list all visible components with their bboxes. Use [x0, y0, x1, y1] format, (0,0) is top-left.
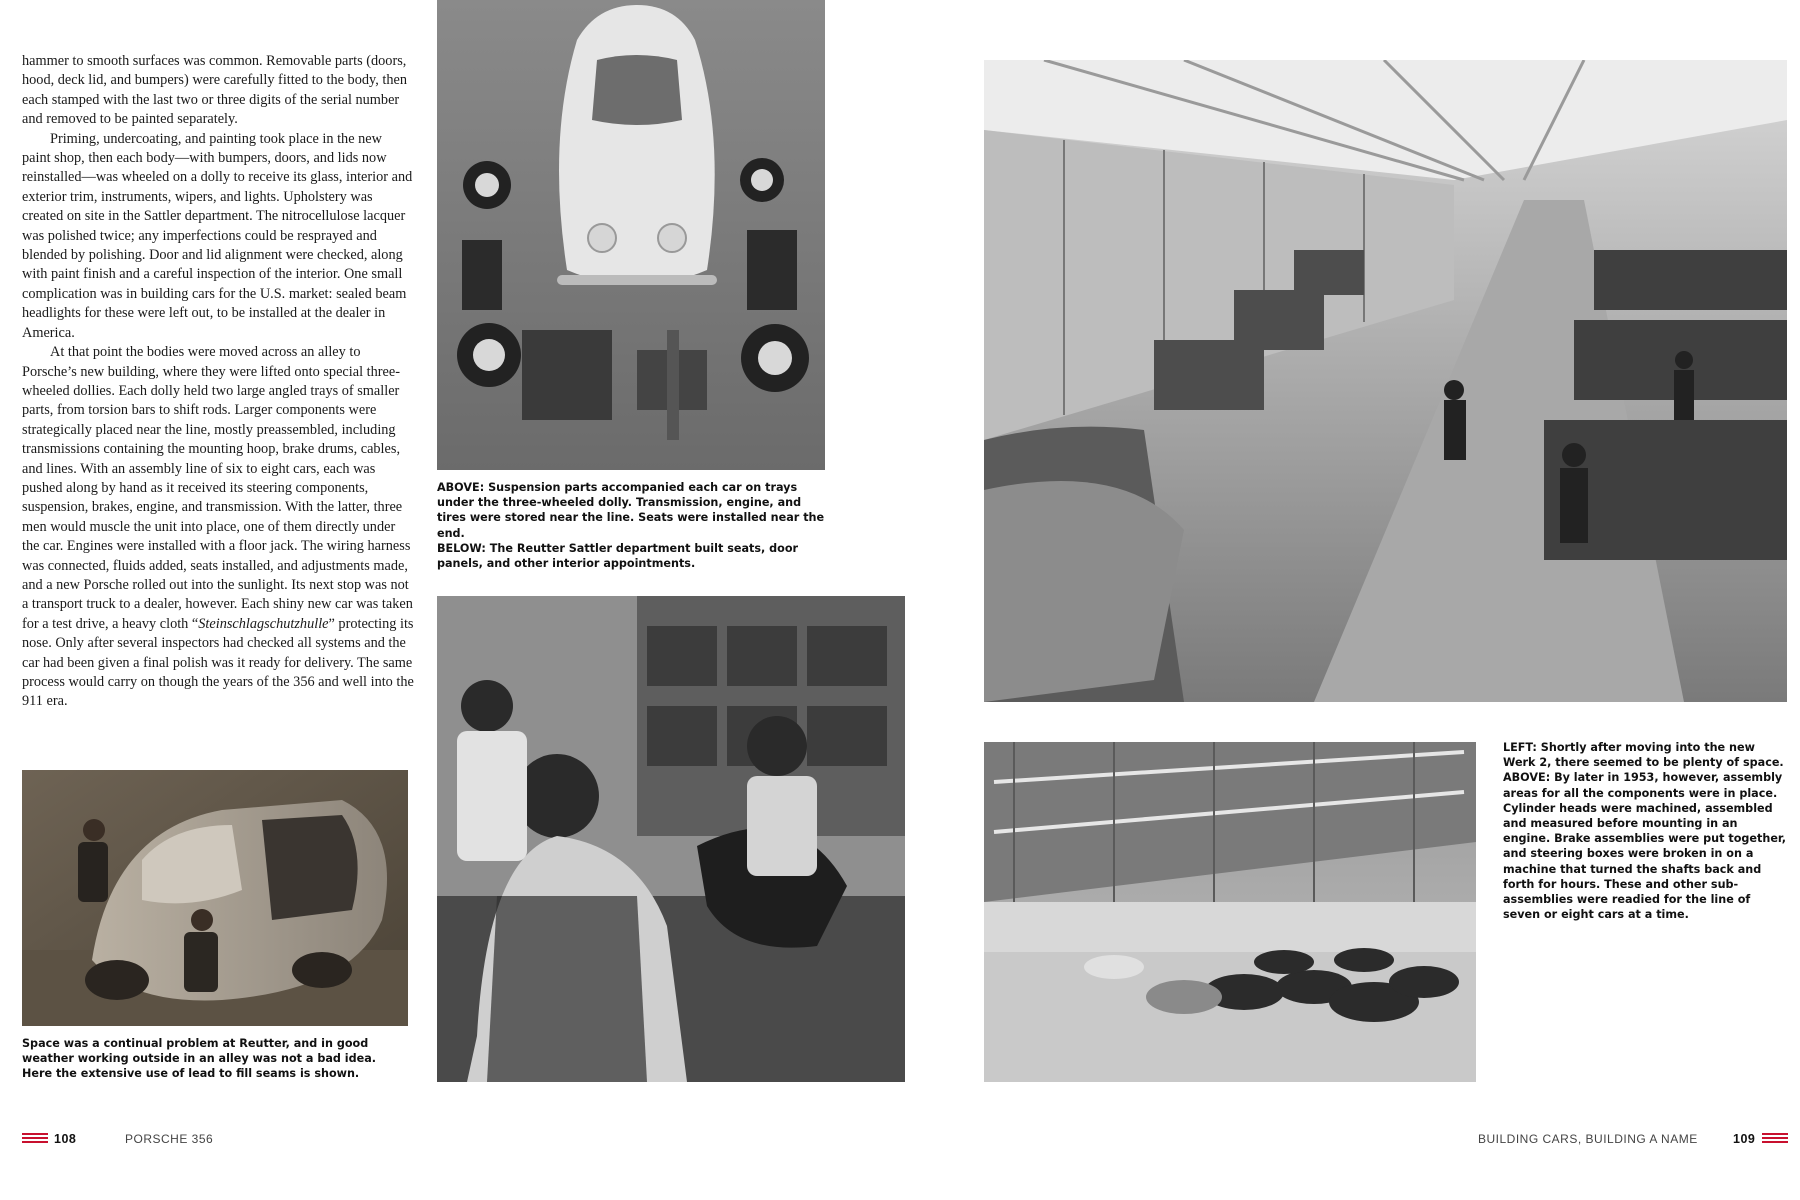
stripe-mark-icon-right [1762, 1133, 1788, 1145]
paragraph-3-end: ” protecting its nose. Only after several inspectors had checked all systems and the car had been given a final polish was it ready for delivery. The same process would carry on though the years of the 356 and well into the 911 era. [22, 615, 414, 710]
caption-right-above [1503, 770, 1788, 922]
photo-werk2-hall [984, 742, 1476, 1082]
photo-sattler-department [437, 596, 905, 1082]
footer-title-right: BUILDING CARS, BUILDING A NAME [1478, 1132, 1698, 1146]
caption-above-text: Suspension parts accompanied each car on trays under the three-wheeled dolly. Transmission, engine, and tires were stored near the line. Seats were installed near the end. [437, 481, 825, 540]
caption-left-text: Shortly after moving into the new Werk 2, there seemed to be plenty of space. [1503, 741, 1784, 770]
page-number-right: 109 [1733, 1132, 1756, 1146]
label-left: LEFT: [1503, 741, 1537, 754]
photo-assembly-hall [984, 60, 1787, 702]
caption-right [1503, 740, 1788, 922]
body-text [22, 52, 414, 712]
paragraph-1: hammer to smooth surfaces was common. Removable parts (doors, hood, deck lid, and bumpers) were carefully fitted to the body, then each stamped with the last two or three digits of the serial number and removed to be painted separately. [22, 53, 407, 128]
photo-car-parts-layout [437, 0, 825, 470]
caption-alley-text: Space was a continual problem at Reutter, and in good weather working outside in an alley was not a bad idea. Here the extensive use of lead to fill seams is shown. [22, 1037, 377, 1081]
italic-term: Steinschlagschutzhulle [198, 615, 329, 632]
photo-alley-workers [22, 770, 408, 1026]
footer-title-left: PORSCHE 356 [125, 1132, 214, 1146]
caption-middle-above [437, 480, 827, 541]
stripe-mark-icon [22, 1133, 48, 1145]
paragraph-3-text: At that point the bodies were moved across an alley to Porsche’s new building, where they were lifted onto special three-wheeled dollies. Each dolly held two large angled trays of smaller parts, from torsion bars to shift rods. Larger components were strategically placed near the line, mostly preassembled, including transmissions containing the mounting hoop, brake drums, cables, and lines. With an assembly line of six to eight cars, each was pushed along by hand as it received its steering components, suspension, brakes, engine, and transmission. With the latter, three men would muscle the unit into place, one of them directly under the car. Engines were installed with a floor jack. The wiring harness was connected, fluids added, seats installed, and adjustments made, and a new Porsche rolled out into the sunlight. Its next stop was not a transport truck to a dealer, however. Each shiny new car was taken for a test drive, a heavy cloth “ [22, 344, 413, 632]
caption-alley [22, 1036, 407, 1082]
label-above-right: ABOVE: [1503, 771, 1551, 785]
caption-below-text: The Reutter Sattler department built seats, door panels, and other interior appointments. [437, 541, 799, 571]
caption-middle-below [437, 541, 827, 571]
page-number-left: 108 [54, 1132, 77, 1146]
paragraph-3 [22, 343, 414, 712]
caption-right-left [1503, 740, 1788, 770]
label-above: ABOVE: [437, 481, 485, 494]
caption-middle [437, 480, 827, 571]
paragraph-2: Priming, undercoating, and painting took place in the new paint shop, then each body—with bumpers, doors, and lids now reinstalled—was wheeled on a dolly to receive its glass, interior and exterior trim, instruments, wipers, and lights. Upholstery was created on site in the Sattler department. The nitrocellulose lacquer was polished twice; any imperfections could be resprayed and blended by polishing. Door and lid alignment were checked, along with paint finish and a careful inspection of the interior. One small complication was in building cars for the U.S. market: sealed beam headlights for these were left out, to be installed at the dealer in America. [22, 130, 413, 341]
caption-above-right-text: By later in 1953, however, assembly areas for all the components were in place. Cylinder heads were machined, assembled and measured before mounting in an engine. Brake assemblies were put together, and steering boxes were broken in on a machine that turned the shafts back and forth for hours. These and other sub-assemblies were readied for the line of seven or eight cars at a time. [1503, 771, 1787, 922]
label-below: BELOW: [437, 541, 486, 555]
